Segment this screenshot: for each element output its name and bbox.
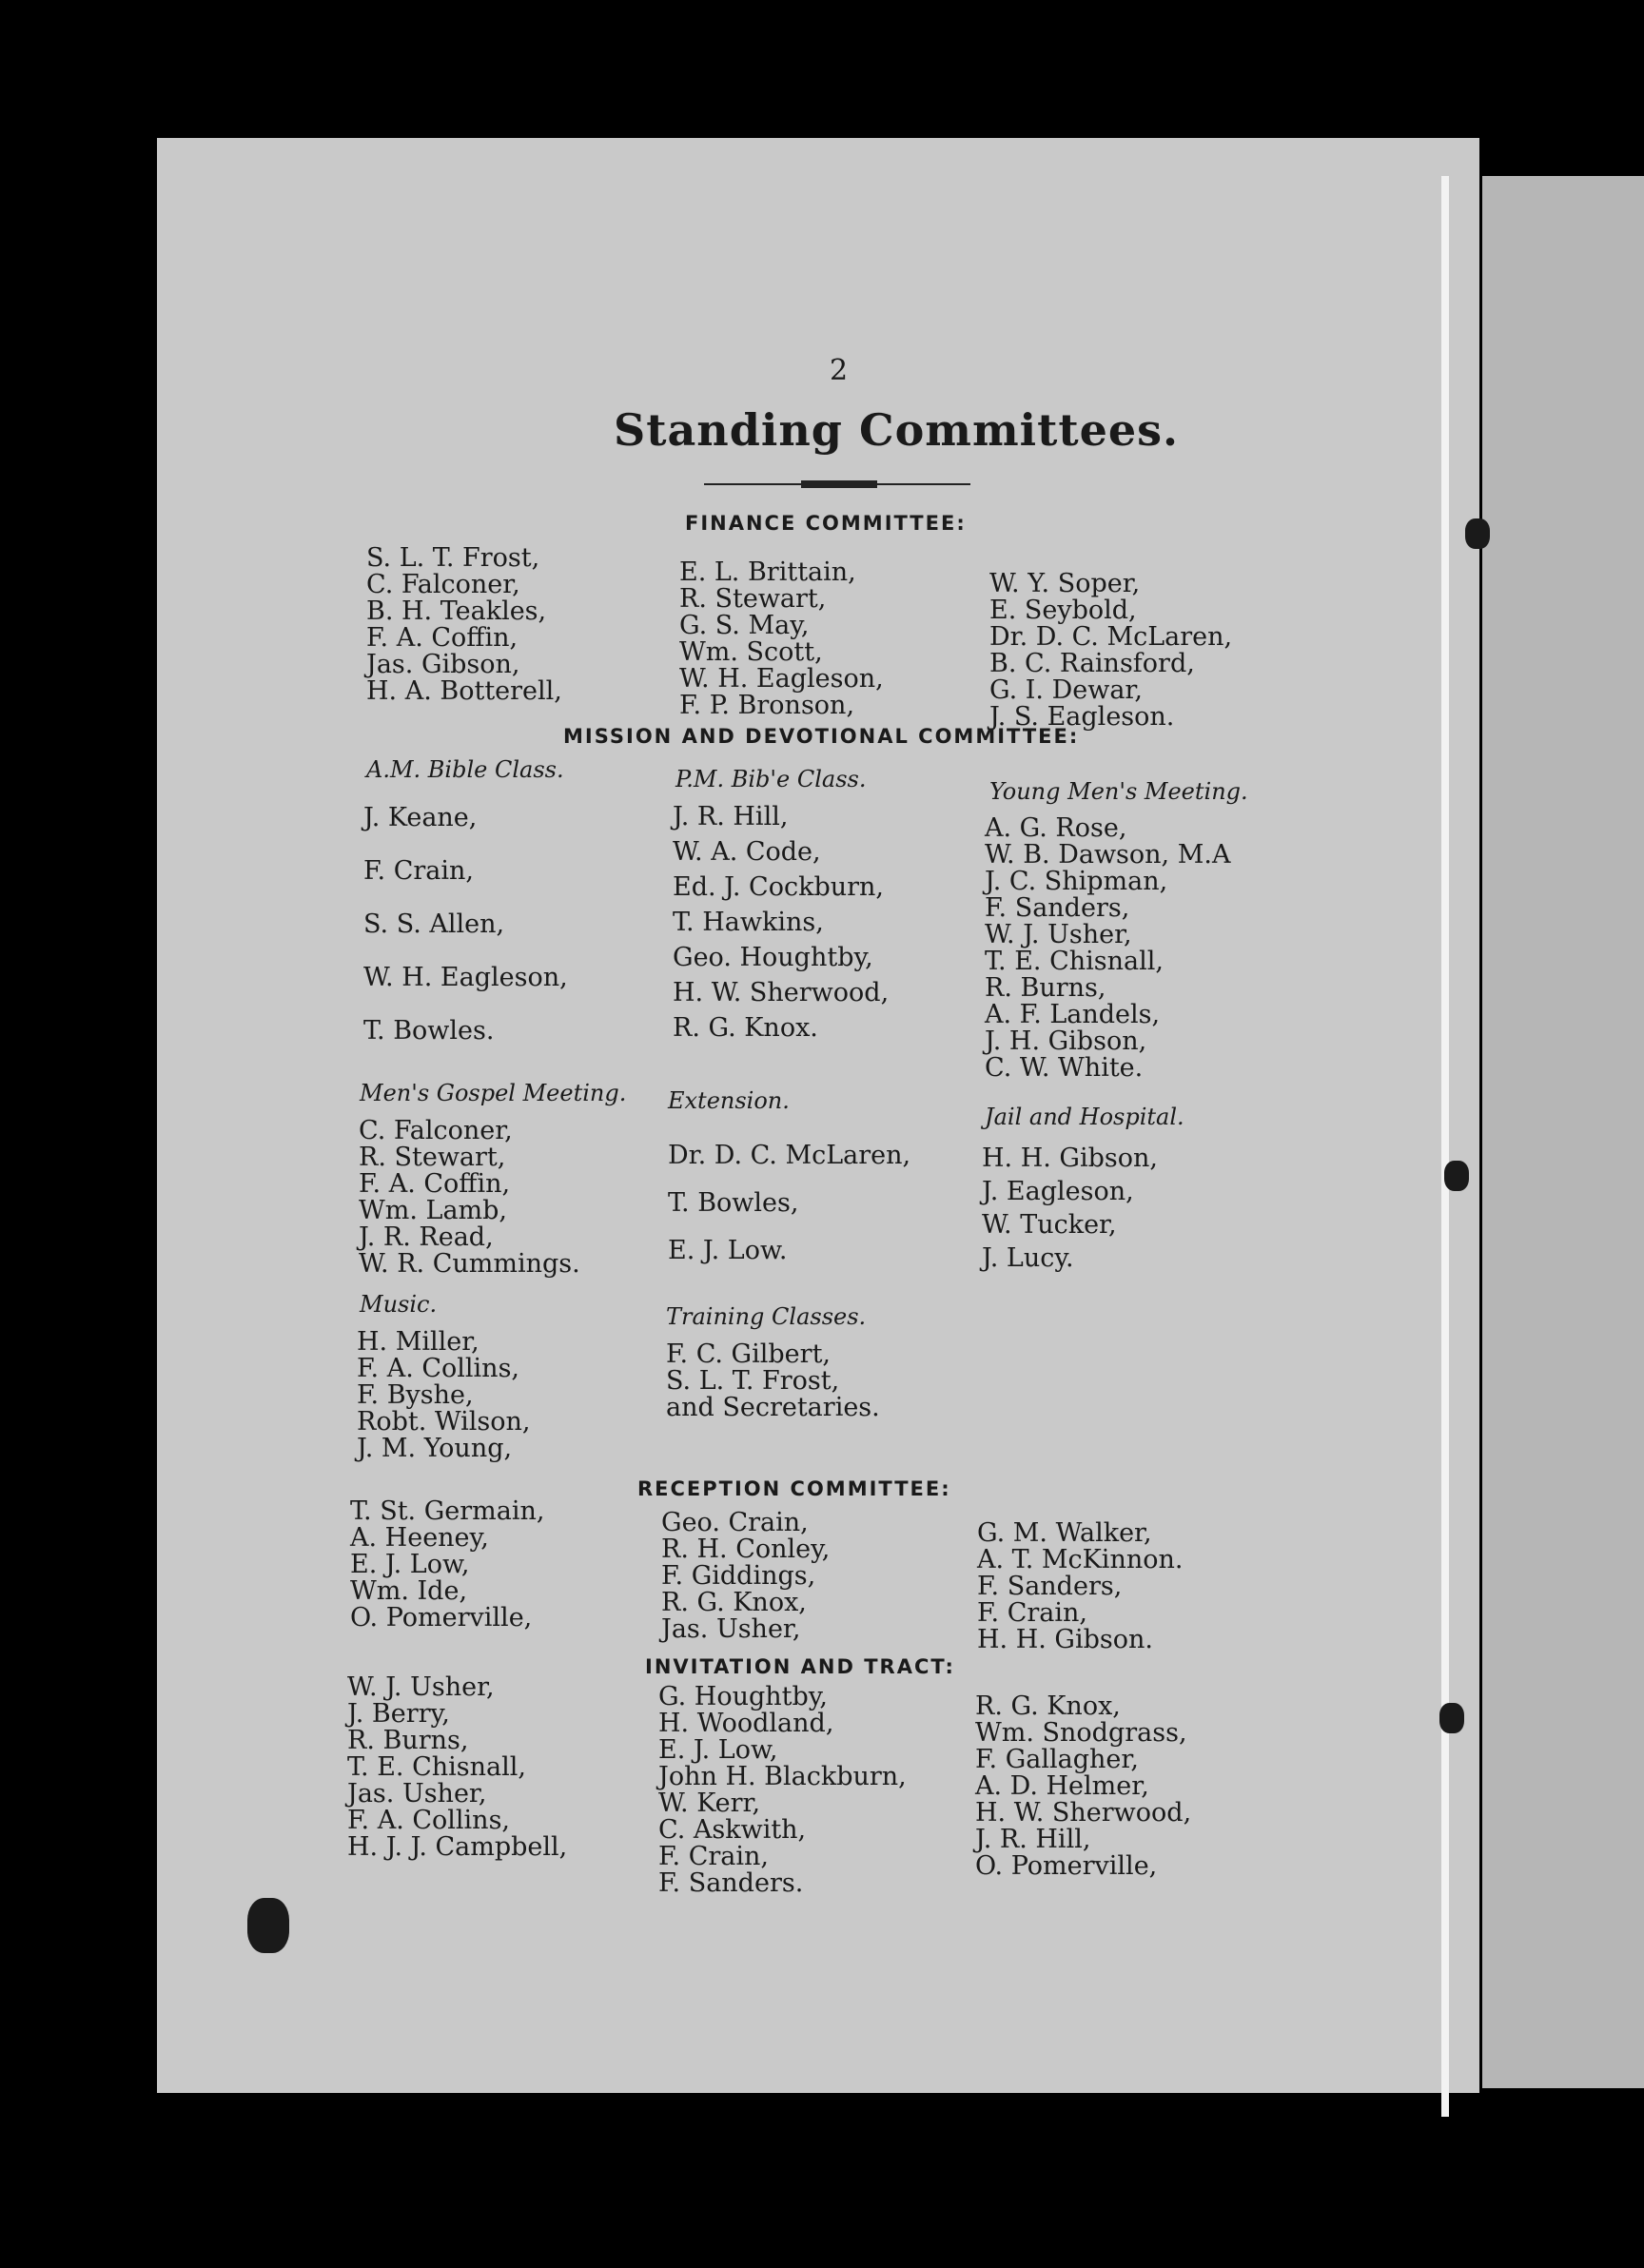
pm-bible-class-list xyxy=(673,799,889,1046)
list-item: C. Askwith, xyxy=(658,1815,807,1845)
list-item: F. Gallagher, xyxy=(975,1745,1139,1774)
list-item: A. F. Landels, xyxy=(985,1000,1161,1029)
mens-gospel-meeting-list xyxy=(359,1118,580,1278)
reception-col3 xyxy=(977,1520,1183,1653)
list-item: T. Hawkins, xyxy=(673,908,824,937)
list-item: Jas. Gibson, xyxy=(366,650,520,679)
list-item: J. Berry, xyxy=(347,1699,450,1729)
young-mens-meeting-title: Young Men's Meeting. xyxy=(989,778,1248,805)
list-item: F. P. Bronson, xyxy=(679,691,855,720)
music-title: Music. xyxy=(360,1291,438,1318)
list-item: G. M. Walker, xyxy=(977,1518,1152,1548)
stitch-mark xyxy=(1444,1161,1469,1191)
list-item: B. H. Teakles, xyxy=(366,596,547,626)
jail-and-hospital-list xyxy=(982,1142,1158,1275)
invitation-col2 xyxy=(658,1684,907,1897)
young-mens-meeting-list xyxy=(985,815,1230,1082)
mission-heading: MISSION AND DEVOTIONAL COMMITTEE: xyxy=(563,725,1080,748)
list-item: F. Sanders. xyxy=(658,1868,804,1898)
list-item: H. Woodland, xyxy=(658,1709,834,1738)
list-item: C. Falconer, xyxy=(366,570,520,599)
jail-and-hospital-title: Jail and Hospital. xyxy=(985,1104,1184,1130)
invitation-heading: INVITATION AND TRACT: xyxy=(645,1655,955,1678)
list-item: Geo. Crain, xyxy=(661,1508,809,1537)
stitch-mark xyxy=(1439,1703,1464,1733)
list-item: G. Houghtby, xyxy=(658,1682,829,1711)
list-item: R. H. Conley, xyxy=(661,1535,831,1564)
list-item: T. Bowles. xyxy=(363,1016,495,1046)
list-item: Wm. Ide, xyxy=(350,1576,468,1606)
list-item: H. W. Sherwood, xyxy=(673,978,890,1007)
finance-col1 xyxy=(366,545,562,705)
list-item: W. H. Eagleson, xyxy=(679,664,884,694)
list-item: H. W. Sherwood, xyxy=(975,1798,1192,1828)
title-rule-center xyxy=(801,480,877,488)
list-item: H. H. Gibson, xyxy=(982,1144,1158,1173)
list-item: W. A. Code, xyxy=(673,837,821,867)
list-item: T. St. Germain, xyxy=(350,1496,545,1526)
list-item: R. G. Knox. xyxy=(673,1013,818,1043)
list-item: S. L. T. Frost, xyxy=(666,1366,840,1396)
extension-list xyxy=(668,1132,910,1275)
page-number: 2 xyxy=(830,354,849,387)
list-item: W. J. Usher, xyxy=(985,920,1132,949)
facing-page xyxy=(1482,176,1644,2088)
list-item: O. Pomerville, xyxy=(975,1851,1158,1881)
list-item: R. G. Knox, xyxy=(975,1691,1121,1721)
list-item: and Secretaries. xyxy=(666,1393,880,1422)
list-item: John H. Blackburn, xyxy=(658,1762,907,1791)
list-item: F. Giddings, xyxy=(661,1561,816,1591)
list-item: R. Stewart, xyxy=(679,584,827,614)
page-title: Standing Committees. xyxy=(614,404,1180,456)
reception-col2 xyxy=(661,1510,830,1643)
list-item: Jas. Usher, xyxy=(661,1614,801,1644)
reception-heading: RECEPTION COMMITTEE: xyxy=(637,1477,951,1500)
extension-title: Extension. xyxy=(668,1087,790,1114)
finance-col2 xyxy=(679,559,884,719)
list-item: Geo. Houghtby, xyxy=(673,943,873,972)
list-item: Robt. Wilson, xyxy=(357,1407,531,1437)
list-item: R. Burns, xyxy=(347,1726,469,1755)
list-item: R. Burns, xyxy=(985,973,1106,1003)
stitch-mark xyxy=(1465,518,1490,549)
training-classes-list xyxy=(666,1341,880,1421)
list-item: J. Keane, xyxy=(363,803,478,832)
list-item: E. J. Low, xyxy=(658,1735,778,1765)
list-item: E. L. Brittain, xyxy=(679,557,856,587)
list-item: B. C. Rainsford, xyxy=(989,649,1195,678)
list-item: E. Seybold, xyxy=(989,596,1137,625)
list-item: H. Miller, xyxy=(357,1327,480,1357)
training-classes-title: Training Classes. xyxy=(666,1303,867,1330)
list-item: F. Crain, xyxy=(977,1598,1087,1628)
list-item: Ed. J. Cockburn, xyxy=(673,872,884,902)
list-item: W. B. Dawson, M.A xyxy=(985,840,1231,870)
list-item: F. Crain, xyxy=(658,1842,769,1871)
list-item: G. I. Dewar, xyxy=(989,675,1143,705)
list-item: J. Eagleson, xyxy=(982,1177,1134,1206)
list-item: Dr. D. C. McLaren, xyxy=(668,1141,911,1170)
list-item: Wm. Snodgrass, xyxy=(975,1718,1187,1748)
list-item: Wm. Lamb, xyxy=(359,1196,508,1225)
list-item: Wm. Scott, xyxy=(679,637,823,667)
list-item: E. J. Low. xyxy=(668,1236,788,1265)
list-item: F. Crain, xyxy=(363,856,474,886)
list-item: F. Sanders, xyxy=(977,1572,1123,1601)
reception-col1 xyxy=(350,1498,544,1632)
list-item: J. M. Young, xyxy=(357,1434,513,1463)
list-item: E. J. Low, xyxy=(350,1550,470,1579)
am-bible-class-list xyxy=(363,792,568,1058)
list-item: W. R. Cummings. xyxy=(359,1249,580,1279)
list-item: W. J. Usher, xyxy=(347,1672,495,1702)
list-item: F. A. Coffin, xyxy=(359,1169,511,1199)
list-item: C. W. White. xyxy=(985,1053,1144,1083)
music-list xyxy=(357,1329,531,1462)
list-item: A. T. McKinnon. xyxy=(977,1545,1184,1574)
invitation-col3 xyxy=(975,1693,1191,1880)
list-item: H. J. J. Campbell, xyxy=(347,1832,568,1862)
list-item: W. Y. Soper, xyxy=(989,569,1141,598)
list-item: W. Kerr, xyxy=(658,1789,761,1818)
list-item: J. S. Eagleson. xyxy=(989,702,1175,732)
list-item: S. S. Allen, xyxy=(363,909,505,939)
list-item: S. L. T. Frost, xyxy=(366,543,540,573)
list-item: W. Tucker, xyxy=(982,1210,1117,1240)
list-item: A. G. Rose, xyxy=(985,813,1127,843)
list-item: Dr. D. C. McLaren, xyxy=(989,622,1233,652)
list-item: A. D. Helmer, xyxy=(975,1771,1149,1801)
list-item: Jas. Usher, xyxy=(347,1779,487,1809)
finance-heading: FINANCE COMMITTEE: xyxy=(685,512,967,535)
list-item: T. Bowles, xyxy=(668,1188,799,1218)
list-item: J. R. Read, xyxy=(359,1222,494,1252)
list-item: J. C. Shipman, xyxy=(985,867,1168,896)
list-item: R. Stewart, xyxy=(359,1143,506,1172)
list-item: G. S. May, xyxy=(679,611,810,640)
list-item: J. Lucy. xyxy=(982,1243,1074,1273)
ink-blot xyxy=(247,1898,289,1953)
list-item: F. Sanders, xyxy=(985,893,1130,923)
list-item: F. C. Gilbert, xyxy=(666,1339,831,1369)
list-item: J. H. Gibson, xyxy=(985,1026,1147,1056)
list-item: F. Byshe, xyxy=(357,1380,474,1410)
list-item: T. E. Chisnall, xyxy=(347,1752,526,1782)
list-item: H. H. Gibson. xyxy=(977,1625,1153,1654)
list-item: R. G. Knox, xyxy=(661,1588,807,1617)
list-item: W. H. Eagleson, xyxy=(363,963,568,992)
finance-col3 xyxy=(989,571,1232,731)
list-item: J. R. Hill, xyxy=(673,802,789,831)
invitation-col1 xyxy=(347,1674,567,1861)
list-item: O. Pomerville, xyxy=(350,1603,533,1633)
pm-bible-class-title: P.M. Bib'e Class. xyxy=(675,766,867,792)
list-item: H. A. Botterell, xyxy=(366,676,562,706)
list-item: J. R. Hill, xyxy=(975,1825,1091,1854)
am-bible-class-title: A.M. Bible Class. xyxy=(366,756,564,783)
list-item: T. E. Chisnall, xyxy=(985,947,1164,976)
mens-gospel-meeting-title: Men's Gospel Meeting. xyxy=(360,1080,627,1106)
list-item: A. Heeney, xyxy=(350,1523,489,1553)
list-item: F. A. Coffin, xyxy=(366,623,519,653)
list-item: C. Falconer, xyxy=(359,1116,513,1145)
binding-gutter xyxy=(1441,176,1449,2117)
list-item: F. A. Collins, xyxy=(357,1354,520,1383)
list-item: F. A. Collins, xyxy=(347,1806,511,1835)
